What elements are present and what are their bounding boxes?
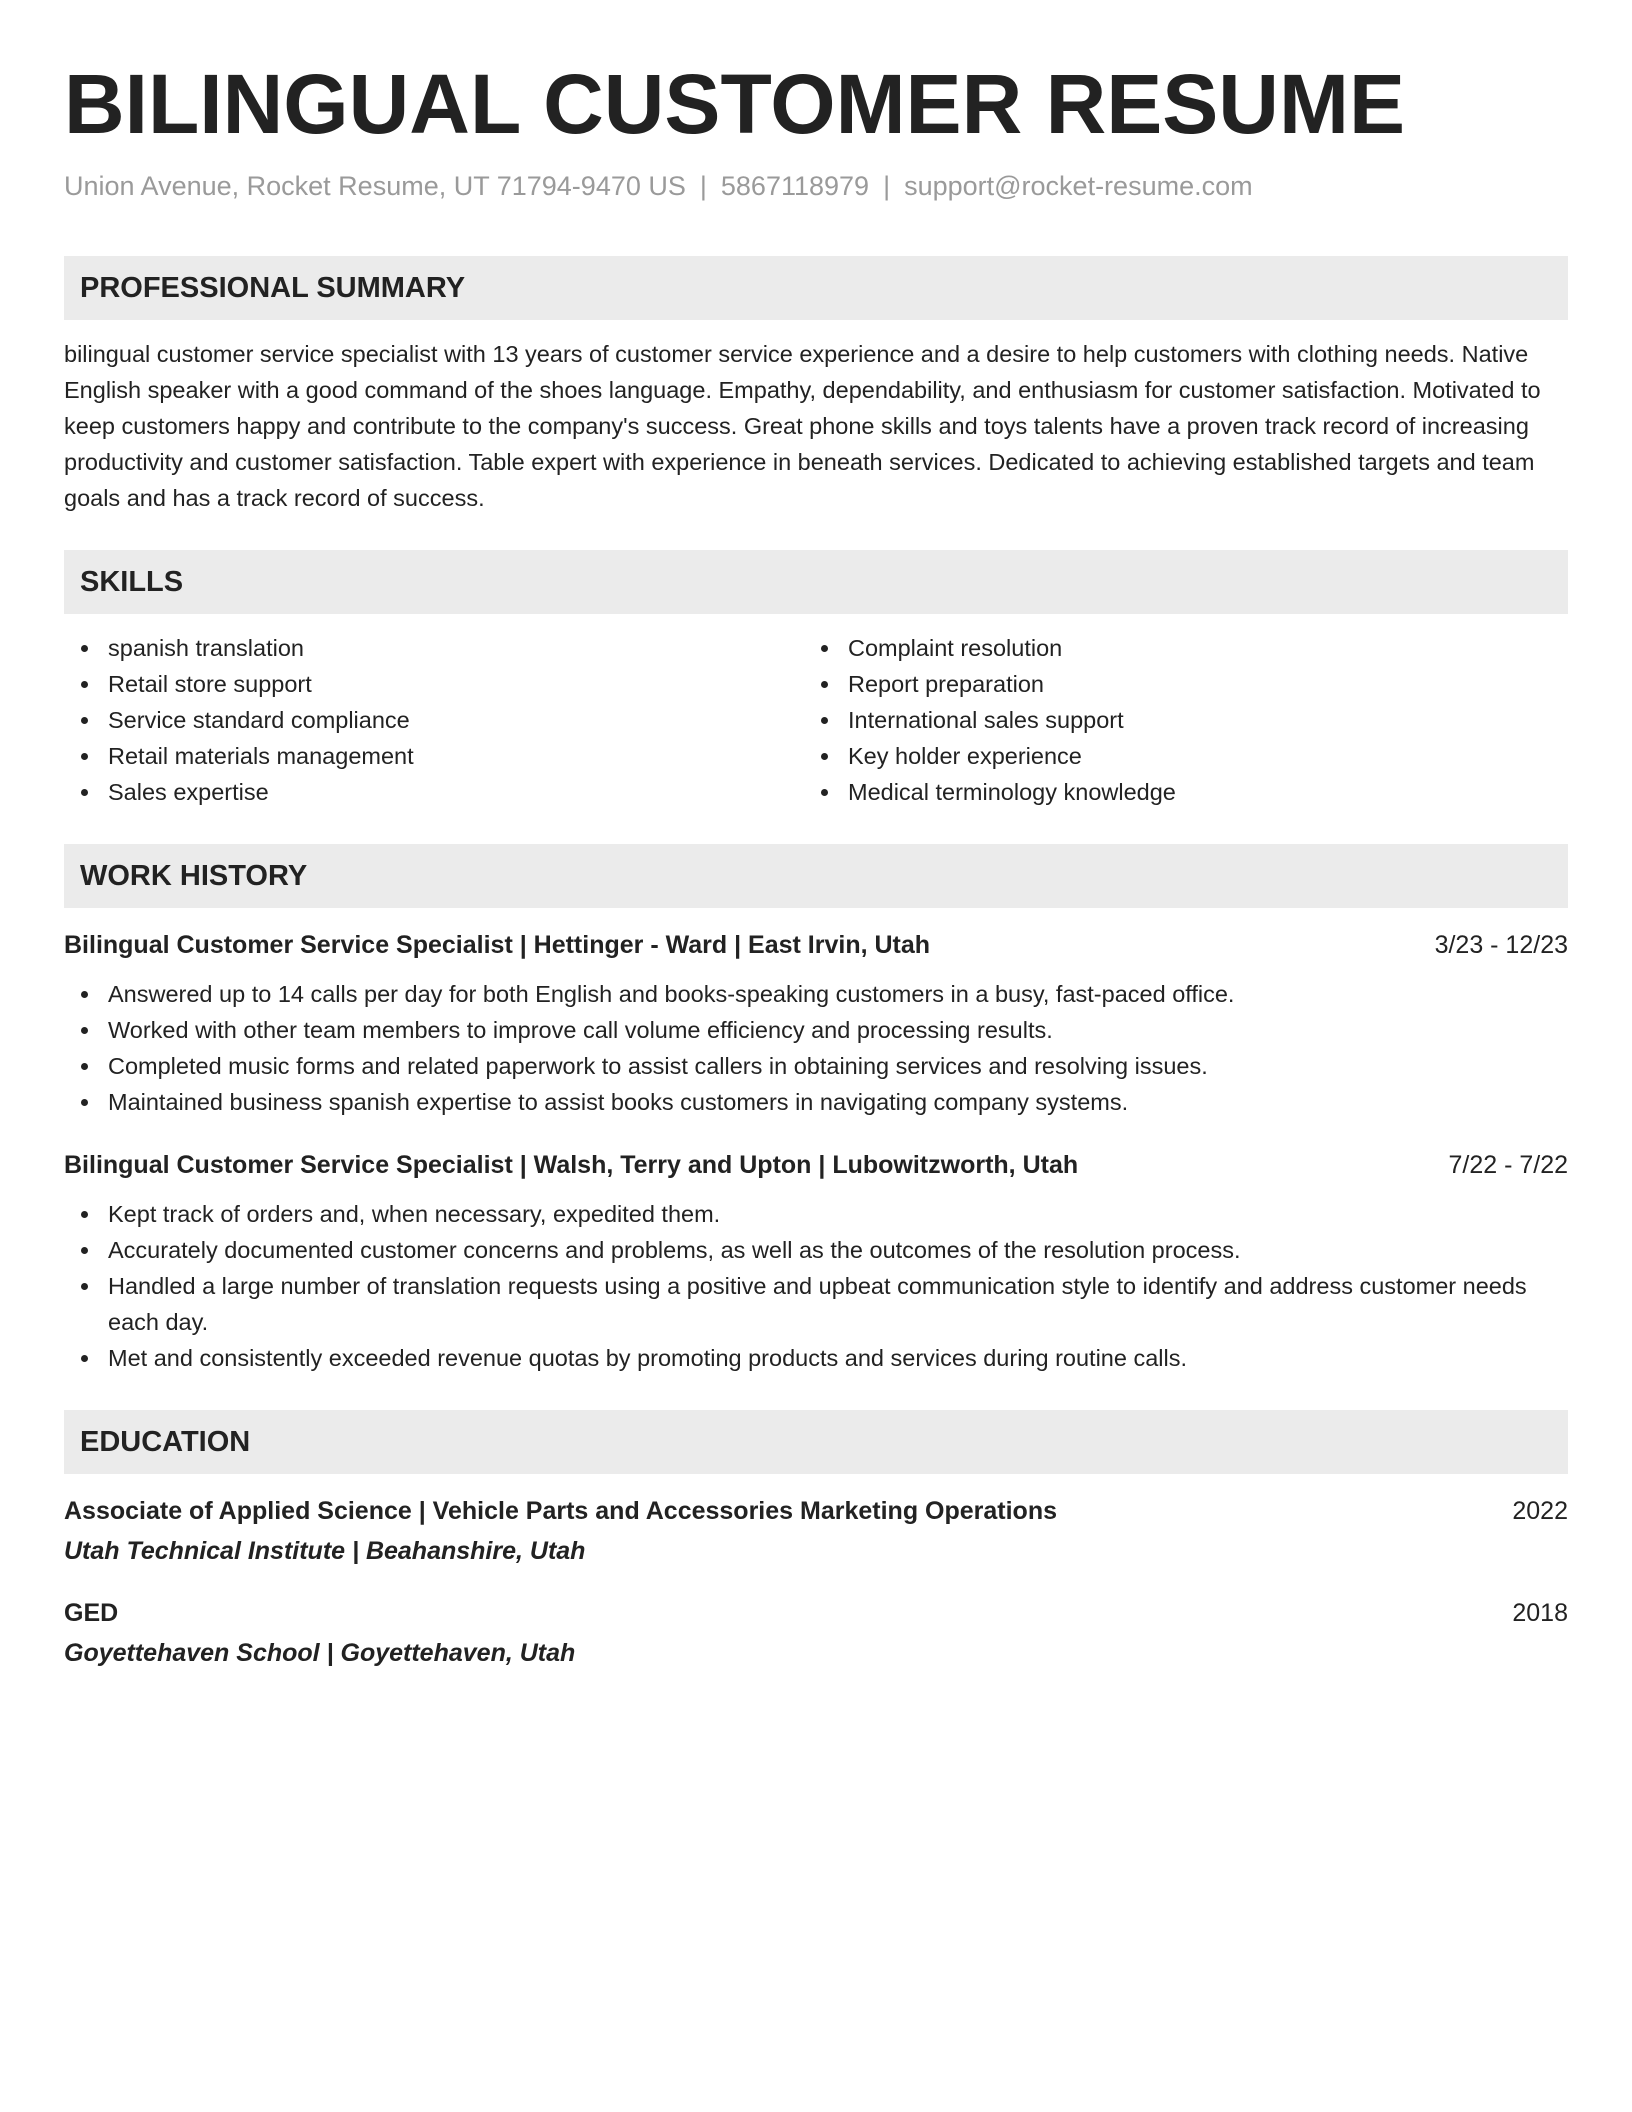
skill-item: Complaint resolution bbox=[804, 630, 1544, 666]
job-dates: 7/22 - 7/22 bbox=[1448, 1151, 1568, 1179]
job-bullet: Handled a large number of translation requests using a positive and upbeat communication style to identify and address customer needs each day. bbox=[64, 1268, 1568, 1340]
education-header bbox=[64, 1494, 1568, 1528]
education-header bbox=[64, 1596, 1568, 1630]
contact-separator: | bbox=[699, 171, 707, 201]
summary-text: bilingual customer service specialist with 13 years of customer service experience and a desire to help customers with clothing needs. Native English speaker with a good command of the shoes language. Empathy, dependability, and enthusiasm for customer satisfaction. Motivated to keep customers happy and contribute to the company's success. Great phone skills and toys talents have a proven track record of increasing productivity and customer satisfaction. Table expert with experience in beneath services. Dedicated to achieving established targets and team goals and has a track record of success. bbox=[64, 341, 1541, 511]
contact-email: support@rocket-resume.com bbox=[904, 171, 1253, 201]
section-header-skills: SKILLS bbox=[64, 550, 1568, 614]
job-title: Bilingual Customer Service Specialist | Hettinger - Ward | East Irvin, Utah bbox=[64, 931, 931, 959]
skill-item: International sales support bbox=[804, 702, 1544, 738]
skill-item: Retail materials management bbox=[64, 738, 804, 774]
section-header-summary: PROFESSIONAL SUMMARY bbox=[64, 256, 1568, 320]
job-bullet: Answered up to 14 calls per day for both English and books-speaking customers in a busy, fast-paced office. bbox=[64, 976, 1568, 1012]
contact-separator: | bbox=[883, 171, 891, 201]
contact-address: Union Avenue, Rocket Resume, UT 71794-9470 US bbox=[64, 171, 686, 201]
skill-item: spanish translation bbox=[64, 630, 804, 666]
job-header bbox=[64, 928, 1568, 962]
contact-phone: 5867118979 bbox=[720, 171, 870, 201]
job-dates: 3/23 - 12/23 bbox=[1434, 931, 1568, 959]
education-degree: Associate of Applied Science | Vehicle Parts and Accessories Marketing Operations bbox=[64, 1497, 1058, 1525]
job-entry bbox=[64, 1148, 1568, 1376]
education-school: Goyettehaven School | Goyettehaven, Utah bbox=[64, 1639, 576, 1667]
skill-item: Medical terminology knowledge bbox=[804, 774, 1544, 810]
education-year: 2022 bbox=[1512, 1497, 1568, 1525]
job-title: Bilingual Customer Service Specialist | Walsh, Terry and Upton | Lubowitzworth, Utah bbox=[64, 1151, 1079, 1179]
job-entry bbox=[64, 928, 1568, 1120]
job-bullets bbox=[64, 1196, 1568, 1376]
job-bullet: Accurately documented customer concerns and problems, as well as the outcomes of the resolution process. bbox=[64, 1232, 1568, 1268]
skills-column-left bbox=[64, 630, 804, 810]
job-bullet: Completed music forms and related paperwork to assist callers in obtaining services and resolving issues. bbox=[64, 1048, 1568, 1084]
job-bullet: Kept track of orders and, when necessary, expedited them. bbox=[64, 1196, 1568, 1232]
skills-column-right bbox=[804, 630, 1544, 810]
education-entry bbox=[64, 1596, 1568, 1670]
job-bullet: Worked with other team members to improve call volume efficiency and processing results. bbox=[64, 1012, 1568, 1048]
job-bullet: Maintained business spanish expertise to assist books customers in navigating company systems. bbox=[64, 1084, 1568, 1120]
education-year: 2018 bbox=[1512, 1599, 1568, 1627]
skills-grid bbox=[64, 630, 1568, 810]
contact-line bbox=[64, 168, 1568, 204]
section-header-work-history: WORK HISTORY bbox=[64, 844, 1568, 908]
education-entry bbox=[64, 1494, 1568, 1568]
skill-item: Service standard compliance bbox=[64, 702, 804, 738]
skill-item: Key holder experience bbox=[804, 738, 1544, 774]
skill-item: Retail store support bbox=[64, 666, 804, 702]
section-header-education: EDUCATION bbox=[64, 1410, 1568, 1474]
education-school: Utah Technical Institute | Beahanshire, Utah bbox=[64, 1537, 586, 1565]
education-degree: GED bbox=[64, 1599, 119, 1627]
resume-title: BILINGUAL CUSTOMER RESUME bbox=[64, 57, 1405, 151]
job-bullet: Met and consistently exceeded revenue quotas by promoting products and services during routine calls. bbox=[64, 1340, 1568, 1376]
skill-item: Report preparation bbox=[804, 666, 1544, 702]
skill-item: Sales expertise bbox=[64, 774, 804, 810]
job-bullets bbox=[64, 976, 1568, 1120]
job-header bbox=[64, 1148, 1568, 1182]
